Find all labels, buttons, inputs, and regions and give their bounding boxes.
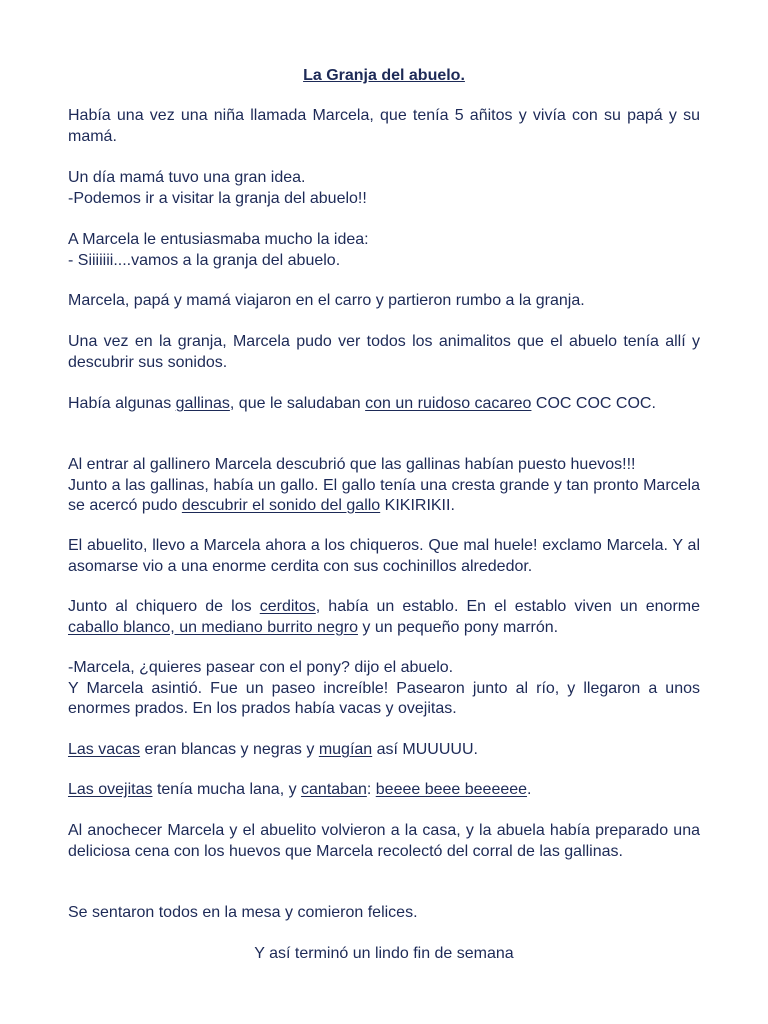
closing-line: Y así terminó un lindo fin de semana [254,945,514,962]
story-title: La Granja del abuelo. [303,67,465,84]
paragraph-pigs: El abuelito, llevo a Marcela ahora a los chiqueros. Que mal huele! exclamo Marcela. Y al asomarse vio a una enorme cerdita con sus cochinillos alrededor. [68,537,700,575]
paragraph-excitement [68,230,700,271]
pony-line-1: -Marcela, ¿quieres pasear con el pony? dijo el abuelo. [68,659,454,676]
underline-beee: beeee beee beeeeee [375,781,528,798]
paragraph-happy: Se sentaron todos en la mesa y comieron felices. [68,904,418,921]
excitement-line-1: A Marcela le entusiasmaba mucho la idea: [68,231,369,248]
underline-caballo: caballo blanco, un mediano burrito negro [68,618,358,636]
paragraph-intro: Había una vez una niña llamada Marcela, que tenía 5 añitos y vivía con su papá y su mamá. [68,107,700,145]
underline-ovejitas: Las ovejitas [68,781,153,798]
underline-cerditos: cerditos [259,598,316,615]
excitement-line-2: - Siiiiiii....vamos a la granja del abuelo. [68,251,341,269]
paragraph-pony [68,658,700,720]
idea-line-2: -Podemos ir a visitar la granja del abuelo!! [68,189,367,207]
underline-sonido-gallo: descubrir el sonido del gallo [181,497,381,514]
paragraph-cows: Las vacas eran blancas y negras y mugían así MUUUUU. [68,741,478,758]
paragraph-stable: Junto al chiquero de los cerditos, había un establo. En el establo viven un enorme caballo blanco, un mediano burrito negro y un pequeño pony marrón. [68,598,701,636]
paragraph-dinner: Al anochecer Marcela y el abuelito volvieron a la casa, y la abuela había preparado una deliciosa cena con los huevos que Marcela recolectó del corral de las gallinas. [68,822,700,860]
paragraph-idea [68,168,700,209]
underline-vacas: Las vacas [68,741,141,758]
underline-cacareo: con un ruidoso cacareo [365,395,532,412]
underline-mugian: mugían [318,741,373,758]
paragraph-hens: Había algunas gallinas, que le saludaban con un ruidoso cacareo COC COC COC. [68,395,656,412]
paragraph-arrival: Una vez en la granja, Marcela pudo ver todos los animalitos que el abuelo tenía allí y descubrir sus sonidos. [68,333,700,371]
pony-line-2: Y Marcela asintió. Fue un paseo increíble! Pasearon junto al río, y llegaron a unos enormes prados. En los prados había vacas y ovejitas. [68,679,700,717]
idea-line-1: Un día mamá tuvo una gran idea. [68,169,306,186]
rooster-line-1: Al entrar al gallinero Marcela descubrió que las gallinas habían puesto huevos!!! [68,456,636,473]
paragraph-rooster: Al entrar al gallinero Marcela descubrió que las gallinas habían puesto huevos!!! Junto a las gallinas, había un gallo. El gallo tenía una cresta grande y tan pronto Marcela se acercó pudo descubrir el sonido del gallo KIKIRIKII. [68,456,700,514]
paragraph-sheep: Las ovejitas tenía mucha lana, y cantaban: beeee beee beeeeee. [68,781,532,798]
underline-gallinas: gallinas [175,395,230,412]
paragraph-trip: Marcela, papá y mamá viajaron en el carro y partieron rumbo a la granja. [68,292,585,309]
underline-cantaban: cantaban [301,781,367,798]
